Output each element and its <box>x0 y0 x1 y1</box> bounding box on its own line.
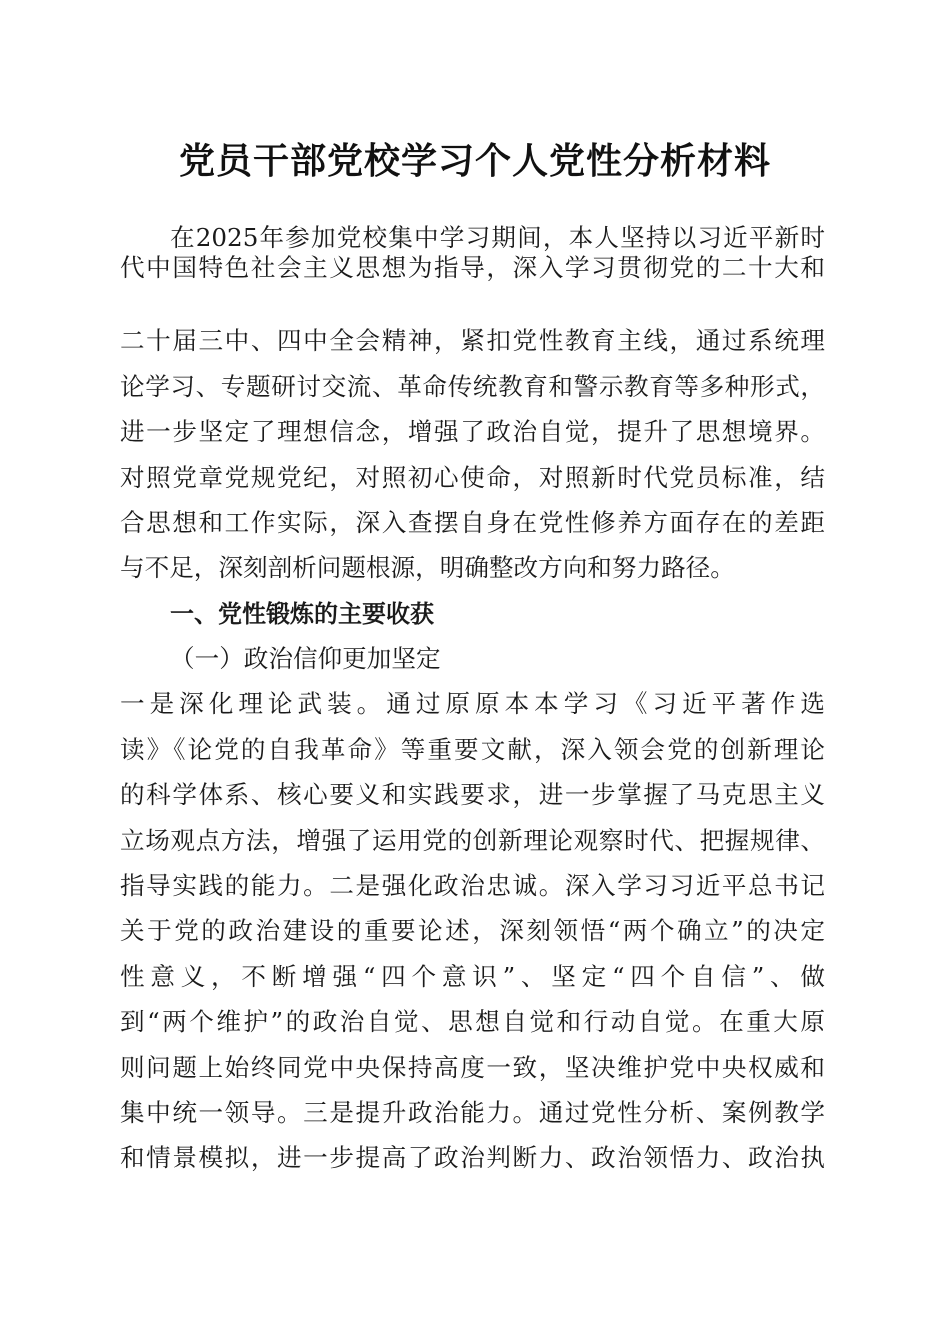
paragraph-line: 论学习、专题研讨交流、革命传统教育和警示教育等多种形式， <box>120 372 825 401</box>
section-heading: 一、党性锻炼的主要收获 <box>170 600 434 628</box>
paragraph-line: 到“两个维护”的政治自觉、思想自觉和行动自觉。在重大原 <box>120 1007 825 1036</box>
document-title: 党员干部党校学习个人党性分析材料 <box>178 140 771 182</box>
paragraph-line: 读》《论党的自我革命》等重要文献，深入领会党的创新理论 <box>120 735 825 764</box>
paragraph-line: 与不足，深刻剖析问题根源，明确整改方向和努力路径。 <box>120 553 735 582</box>
paragraph-line: 性意义，不断增强“四个意识”、坚定“四个自信”、做 <box>120 962 825 991</box>
paragraph-line: 进一步坚定了理想信念，增强了政治自觉，提升了思想境界。 <box>120 417 825 446</box>
paragraph-line: 在2025年参加党校集中学习期间，本人坚持以习近平新时 <box>170 223 825 252</box>
paragraph-line: 代中国特色社会主义思想为指导，深入学习贯彻党的二十大和 <box>120 253 825 282</box>
paragraph-line: 立场观点方法，增强了运用党的创新理论观察时代、把握规律、 <box>120 826 825 855</box>
paragraph-line: 和情景模拟，进一步提高了政治判断力、政治领悟力、政治执 <box>120 1143 825 1172</box>
subsection-heading: （一）政治信仰更加坚定 <box>170 644 441 673</box>
paragraph-line: 关于党的政治建设的重要论述，深刻领悟“两个确立”的决定 <box>120 916 825 945</box>
paragraph-line: 对照党章党规党纪，对照初心使命，对照新时代党员标准，结 <box>120 463 825 492</box>
paragraph-line: 一是深化理论武装。通过原原本本学习《习近平著作选 <box>120 689 825 718</box>
paragraph-line: 指导实践的能力。二是强化政治忠诚。深入学习习近平总书记 <box>120 871 825 900</box>
paragraph-line: 的科学体系、核心要义和实践要求，进一步掌握了马克思主义 <box>120 780 825 809</box>
paragraph-line: 集中统一领导。三是提升政治能力。通过党性分析、案例教学 <box>120 1098 825 1127</box>
paragraph-line: 二十届三中、四中全会精神，紧扣党性教育主线，通过系统理 <box>120 326 825 355</box>
paragraph-line: 合思想和工作实际，深入查摆自身在党性修养方面存在的差距 <box>120 508 825 537</box>
paragraph-line: 则问题上始终同党中央保持高度一致，坚决维护党中央权威和 <box>120 1053 825 1082</box>
